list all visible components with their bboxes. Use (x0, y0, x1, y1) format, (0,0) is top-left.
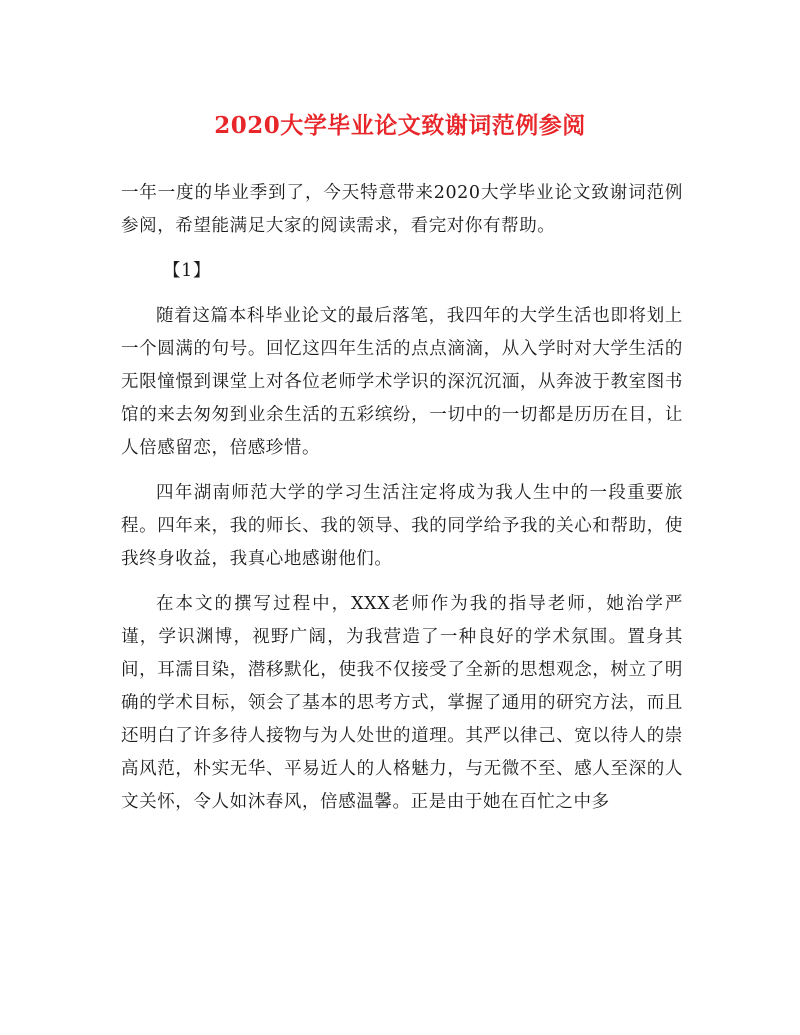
body-paragraph-3: 在本文的撰写过程中，XXX老师作为我的指导老师，她治学严谨，学识渊博，视野广阔，为我营造了一种良好的学术氛围。置身其间，耳濡目染，潜移默化，使我不仅接受了全新的思想观念，树立了明确的学术目标，领会了基本的思考方式，掌握了通用的研究方法，而且还明白了许多待人接物与为人处世的道理。其严以律己、宽以待人的崇高风范，朴实无华、平易近人的人格魅力，与无微不至、感人至深的人文关怀，令人如沐春风，倍感温馨。正是由于她在百忙之中多 (121, 594, 683, 812)
body-paragraph-2: 四年湖南师范大学的学习生活注定将成为我人生中的一段重要旅程。四年来，我的师长、我的领导、我的同学给予我的关心和帮助，使我终身收益，我真心地感谢他们。 (121, 483, 683, 569)
section-marker: 【1】 (163, 261, 211, 281)
intro-paragraph: 一年一度的毕业季到了，今天特意带来2020大学毕业论文致谢词范例参阅，希望能满足大家的阅读需求，看完对你有帮助。 (121, 183, 683, 236)
body-paragraph-1: 随着这篇本科毕业论文的最后落笔，我四年的大学生活也即将划上一个圆满的句号。回忆这四年生活的点点滴滴，从入学时对大学生活的无限憧憬到课堂上对各位老师学术学识的深沉沉湎，从奔波于教室图书馆的来去匆匆到业余生活的五彩缤纷，一切中的一切都是历历在目，让人倍感留恋，倍感珍惜。 (121, 306, 683, 458)
document-body (121, 177, 683, 831)
document-title: 2020大学毕业论文致谢词范例参阅 (214, 112, 586, 139)
